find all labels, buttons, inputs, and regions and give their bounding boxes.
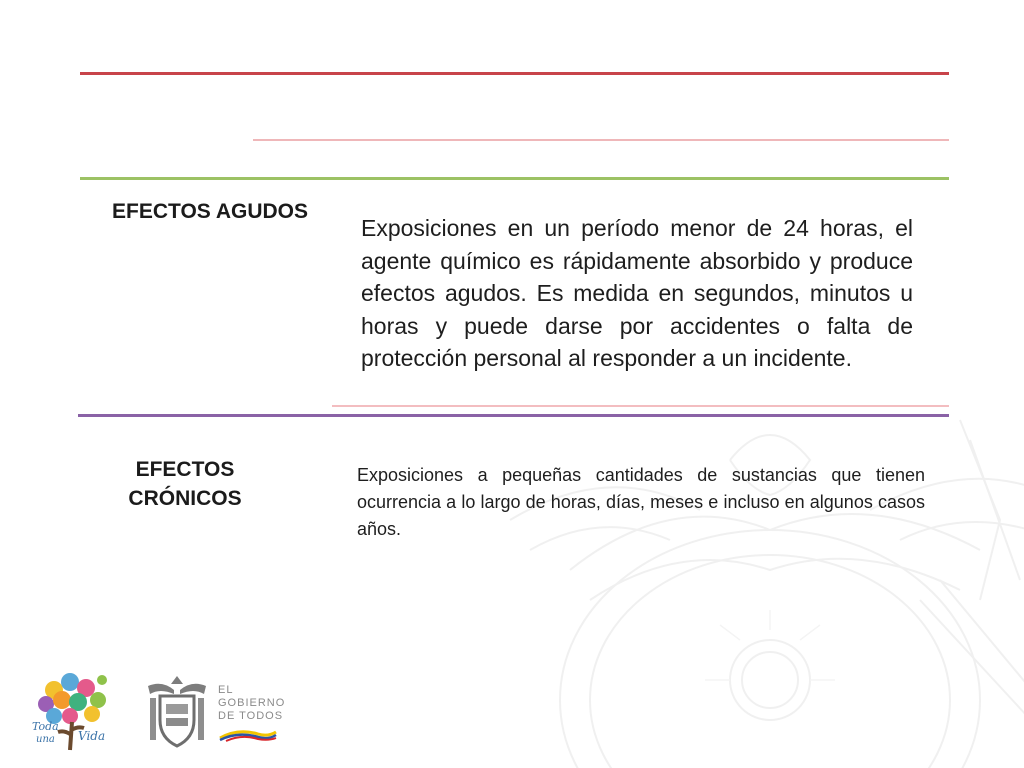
gov-line-3: DE TODOS xyxy=(218,710,284,722)
light-pink-rule xyxy=(332,405,949,407)
pink-rule xyxy=(253,139,949,141)
acute-effects-heading: EFECTOS AGUDOS xyxy=(111,200,309,223)
tree-logo-word-1: Toda xyxy=(32,720,59,733)
flag-swoosh-icon xyxy=(218,728,278,742)
chronic-heading-line-1: EFECTOS xyxy=(135,458,235,481)
coat-of-arms-logo xyxy=(140,672,214,750)
acute-effects-text: Exposiciones en un período menor de 24 horas, el agente químico es rápidamente absorbido y produce efectos agudos. Es medida en segundos, minutos u horas y puede darse por accidentes o falta de protección personal al responder a un incidente. xyxy=(361,215,913,371)
purple-rule xyxy=(78,414,949,417)
coat-of-arms-watermark-icon xyxy=(440,400,1024,768)
gov-line-1: EL xyxy=(218,684,234,696)
green-rule xyxy=(80,177,949,180)
tree-logo-word-3: Vida xyxy=(78,729,106,743)
chronic-heading-line-2: CRÓNICOS xyxy=(128,487,242,510)
chronic-effects-heading xyxy=(90,455,280,513)
tree-logo-word-2: una xyxy=(36,734,55,745)
top-red-rule xyxy=(80,72,949,75)
gov-line-2: GOBIERNO xyxy=(218,697,286,709)
toda-una-vida-logo xyxy=(28,664,114,754)
chronic-effects-text: Exposiciones a pequeñas cantidades de sustancias que tienen ocurrencia a lo largo de horas, días, meses e incluso en algunos casos años. xyxy=(357,465,925,539)
government-wordmark xyxy=(218,684,298,723)
